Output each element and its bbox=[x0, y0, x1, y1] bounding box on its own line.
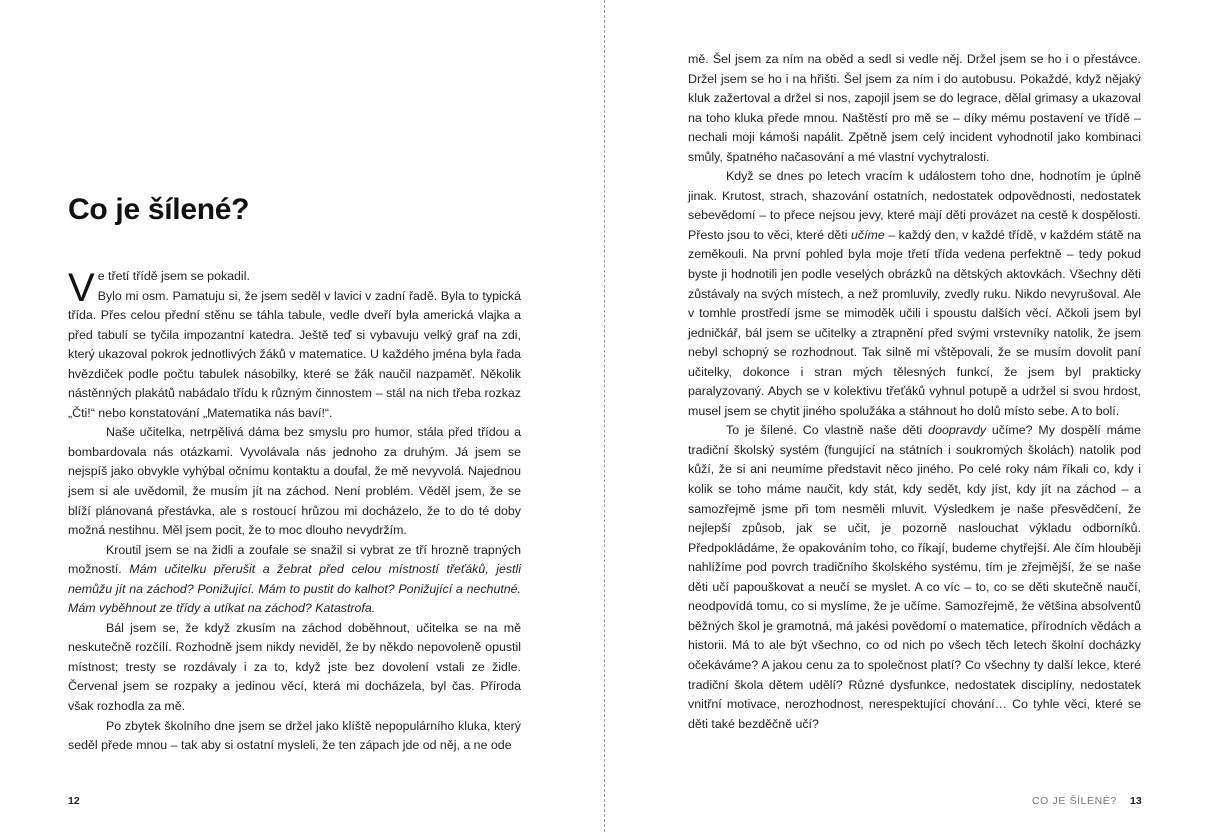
page-number: 12 bbox=[68, 795, 80, 807]
paragraph: Když se dnes po letech vracím k událostem toho dne, hodnotím je úplně jinak. Krutost, strach, shazování ostatních, nedostatek odpovědnosti, nedostatek sebevědomí – to přece nejsou jevy, které mají děti provázet na cestě k dospělosti. Přesto jsou to věci, které děti učíme – každý den, v každé třídě, v každém státě na zeměkouli. Na první pohled byla moje třetí třída vedena perfektně – tedy pokud byste ji hodnotili jen podle veselých obrázků na dětských aktovkách. Všechny děti zůstávaly na svých místech, a než promluvily, zvedly ruku. Nikdo nevyrušoval. Ale v tomhle prostředí jsme se mimoděk učili i spoustu dalších věcí. Ačkoli jsem byl jedničkář, bál jsem se učitelky a ztrapnění před svými vrstevníky natolik, že jsem nebyl schopný se rozhodnout. Tak silně mi vštěpovali, že se musím dovolit paní učitelky, dokonce i stran mých tělesných funkcí, že jsem byl prakticky paralyzovaný. Abych se v kolektivu třeťáků vyhnul potupě a udržel si svou hrdost, musel jsem se chytit jiného spolužáka a stáhnout ho dolů místo sebe. A to bolí. bbox=[688, 169, 1141, 418]
left-body-text bbox=[68, 267, 521, 756]
page-gutter-divider bbox=[604, 0, 605, 832]
page-number: 13 bbox=[1130, 795, 1142, 807]
right-page bbox=[606, 0, 1208, 832]
paragraph: Ve třetí třídě jsem se pokadil. Bylo mi osm. Pamatuju si, že jsem seděl v lavici v zadní řadě. Byla to typická třída. Přes celou přední stěnu se táhla tabule, vedle dveří byla americká vlajka a před tabulí se tyčila impozantní katedra. Ještě teď si vybavuju velký graf na zdi, který ukazoval pokrok jednotlivých žáků v matematice. U každého jména byla řada hvězdiček podle počtu tabulek násobilky, které se žák naučil nazpaměť. Několik nástěnných plakátů nabádalo třídu k různým činnostem – stál na nich třeba rozkaz „Čti!“ nebo konstatování „Matematika nás baví!“. bbox=[68, 266, 521, 420]
paragraph: Po zbytek školního dne jsem se držel jako klíště nepopulárního kluka, který seděl přede mnou – tak aby si ostatní mysleli, že ten zápach jde od něj, a ne ode bbox=[68, 718, 521, 753]
paragraph: Naše učitelka, netrpělivá dáma bez smyslu pro humor, stála před třídou a bombardovala nás otázkami. Vyvolávala nás jednoho za druhým. Já jsem se nejspíš jako obvykle vyhýbal očnímu kontaktu a doufal, že mě nevyvolá. Najednou jsem si ale uvědomil, že musím jít na záchod. Není problém. Věděl jsem, že se blíží plánovaná přestávka, ale s rostoucí hrůzou mi docházelo, že to do té doby možná nestihnu. Měl jsem pocit, že to moc dlouho nevydržím. bbox=[68, 425, 521, 538]
chapter-title: Co je šílené? bbox=[68, 193, 250, 226]
running-head: CO JE ŠÍLENÉ? bbox=[1032, 795, 1117, 807]
drop-cap: V bbox=[68, 266, 95, 310]
paragraph: To je šílené. Co vlastně naše děti doopravdy učíme? My dospělí máme tradiční školský systém (fungující na státních i soukromých školách) natolik pod kůží, že si ani neumíme představit něco jiného. Po celé roky nám říkali co, kdy i kolik se toho máme naučit, kdy stát, kdy sedět, kdy jíst, kdy jít na záchod – a samozřejmě jsme při tom nesměli mluvit. Výsledkem je naše přesvědčení, že nejlepší způsob, jak se učit, je pozorně naslouchat výkladu odborníků. Předpokládáme, že opakováním toho, co říkají, budeme chytřejší. Ale čím hlouběji nahlížíme pod povrch tradičního školského systému, tím je zřejmější, že se naše děti učí papouškovat a neučí se myslet. A co víc – to, co se děti skutečně naučí, neodpovídá tomu, co si myslíme, že je učíme. Samozřejmě, že většina absolventů běžných škol je gramotná, má jakési povědomí o matematice, přírodních vědách a historii. Má to ale být všechno, co od nich po všech těch letech školní docházky očekáváme? A jakou cenu za to společnost platí? Co všechny ty další lekce, které tradiční škola dětem udělí? Různé dysfunkce, nedostatek disciplíny, nedostatek vnitřní motivace, nerozhodnost, nerespektující chování… Co tyhle věci, které se děti také bezděčně učí? bbox=[688, 423, 1141, 731]
paragraph: Kroutil jsem se na židli a zoufale se snažil si vybrat ze tří hrozně trapných možností. Mám učitelku přerušit a žebrat před celou místností třeťáků, jestli nemůžu jít na záchod? Ponižující. Mám to pustit do kalhot? Ponižující a nechutné. Mám vyběhnout ze třídy a utíkat na záchod? Katastrofa. bbox=[68, 542, 521, 616]
right-body-text bbox=[688, 50, 1141, 734]
paragraph: Bál jsem se, že když zkusím na záchod doběhnout, učitelka se na mě neskutečně rozčílí. Rozhodně jsem nikdy neviděl, že by někdo nepovoleně opustil místnost; tresty se rozdávaly i za to, když jste bez dovolení vstali ze židle. Červenal jsem se rozpaky a jedinou věcí, která mi docházela, byl čas. Příroda však rozhodla za mě. bbox=[68, 620, 521, 714]
paragraph: mě. Šel jsem za ním na oběd a sedl si vedle něj. Držel jsem se ho i o přestávce. Držel jsem se ho i na hřišti. Šel jsem za ním i do autobusu. Pokaždé, když nějaký kluk zažertoval a držel si nos, zapojil jsem se do legrace, dělal grimasy a ukazoval na toho kluka přede mnou. Naštěstí pro mě se – díky mému postavení ve třídě – nechali moji kámoši napálit. Zpětně jsem celý incident vyhodnotil jako kombinaci smůly, špatného načasování a mé vlastní vychytralosti. bbox=[688, 52, 1141, 164]
